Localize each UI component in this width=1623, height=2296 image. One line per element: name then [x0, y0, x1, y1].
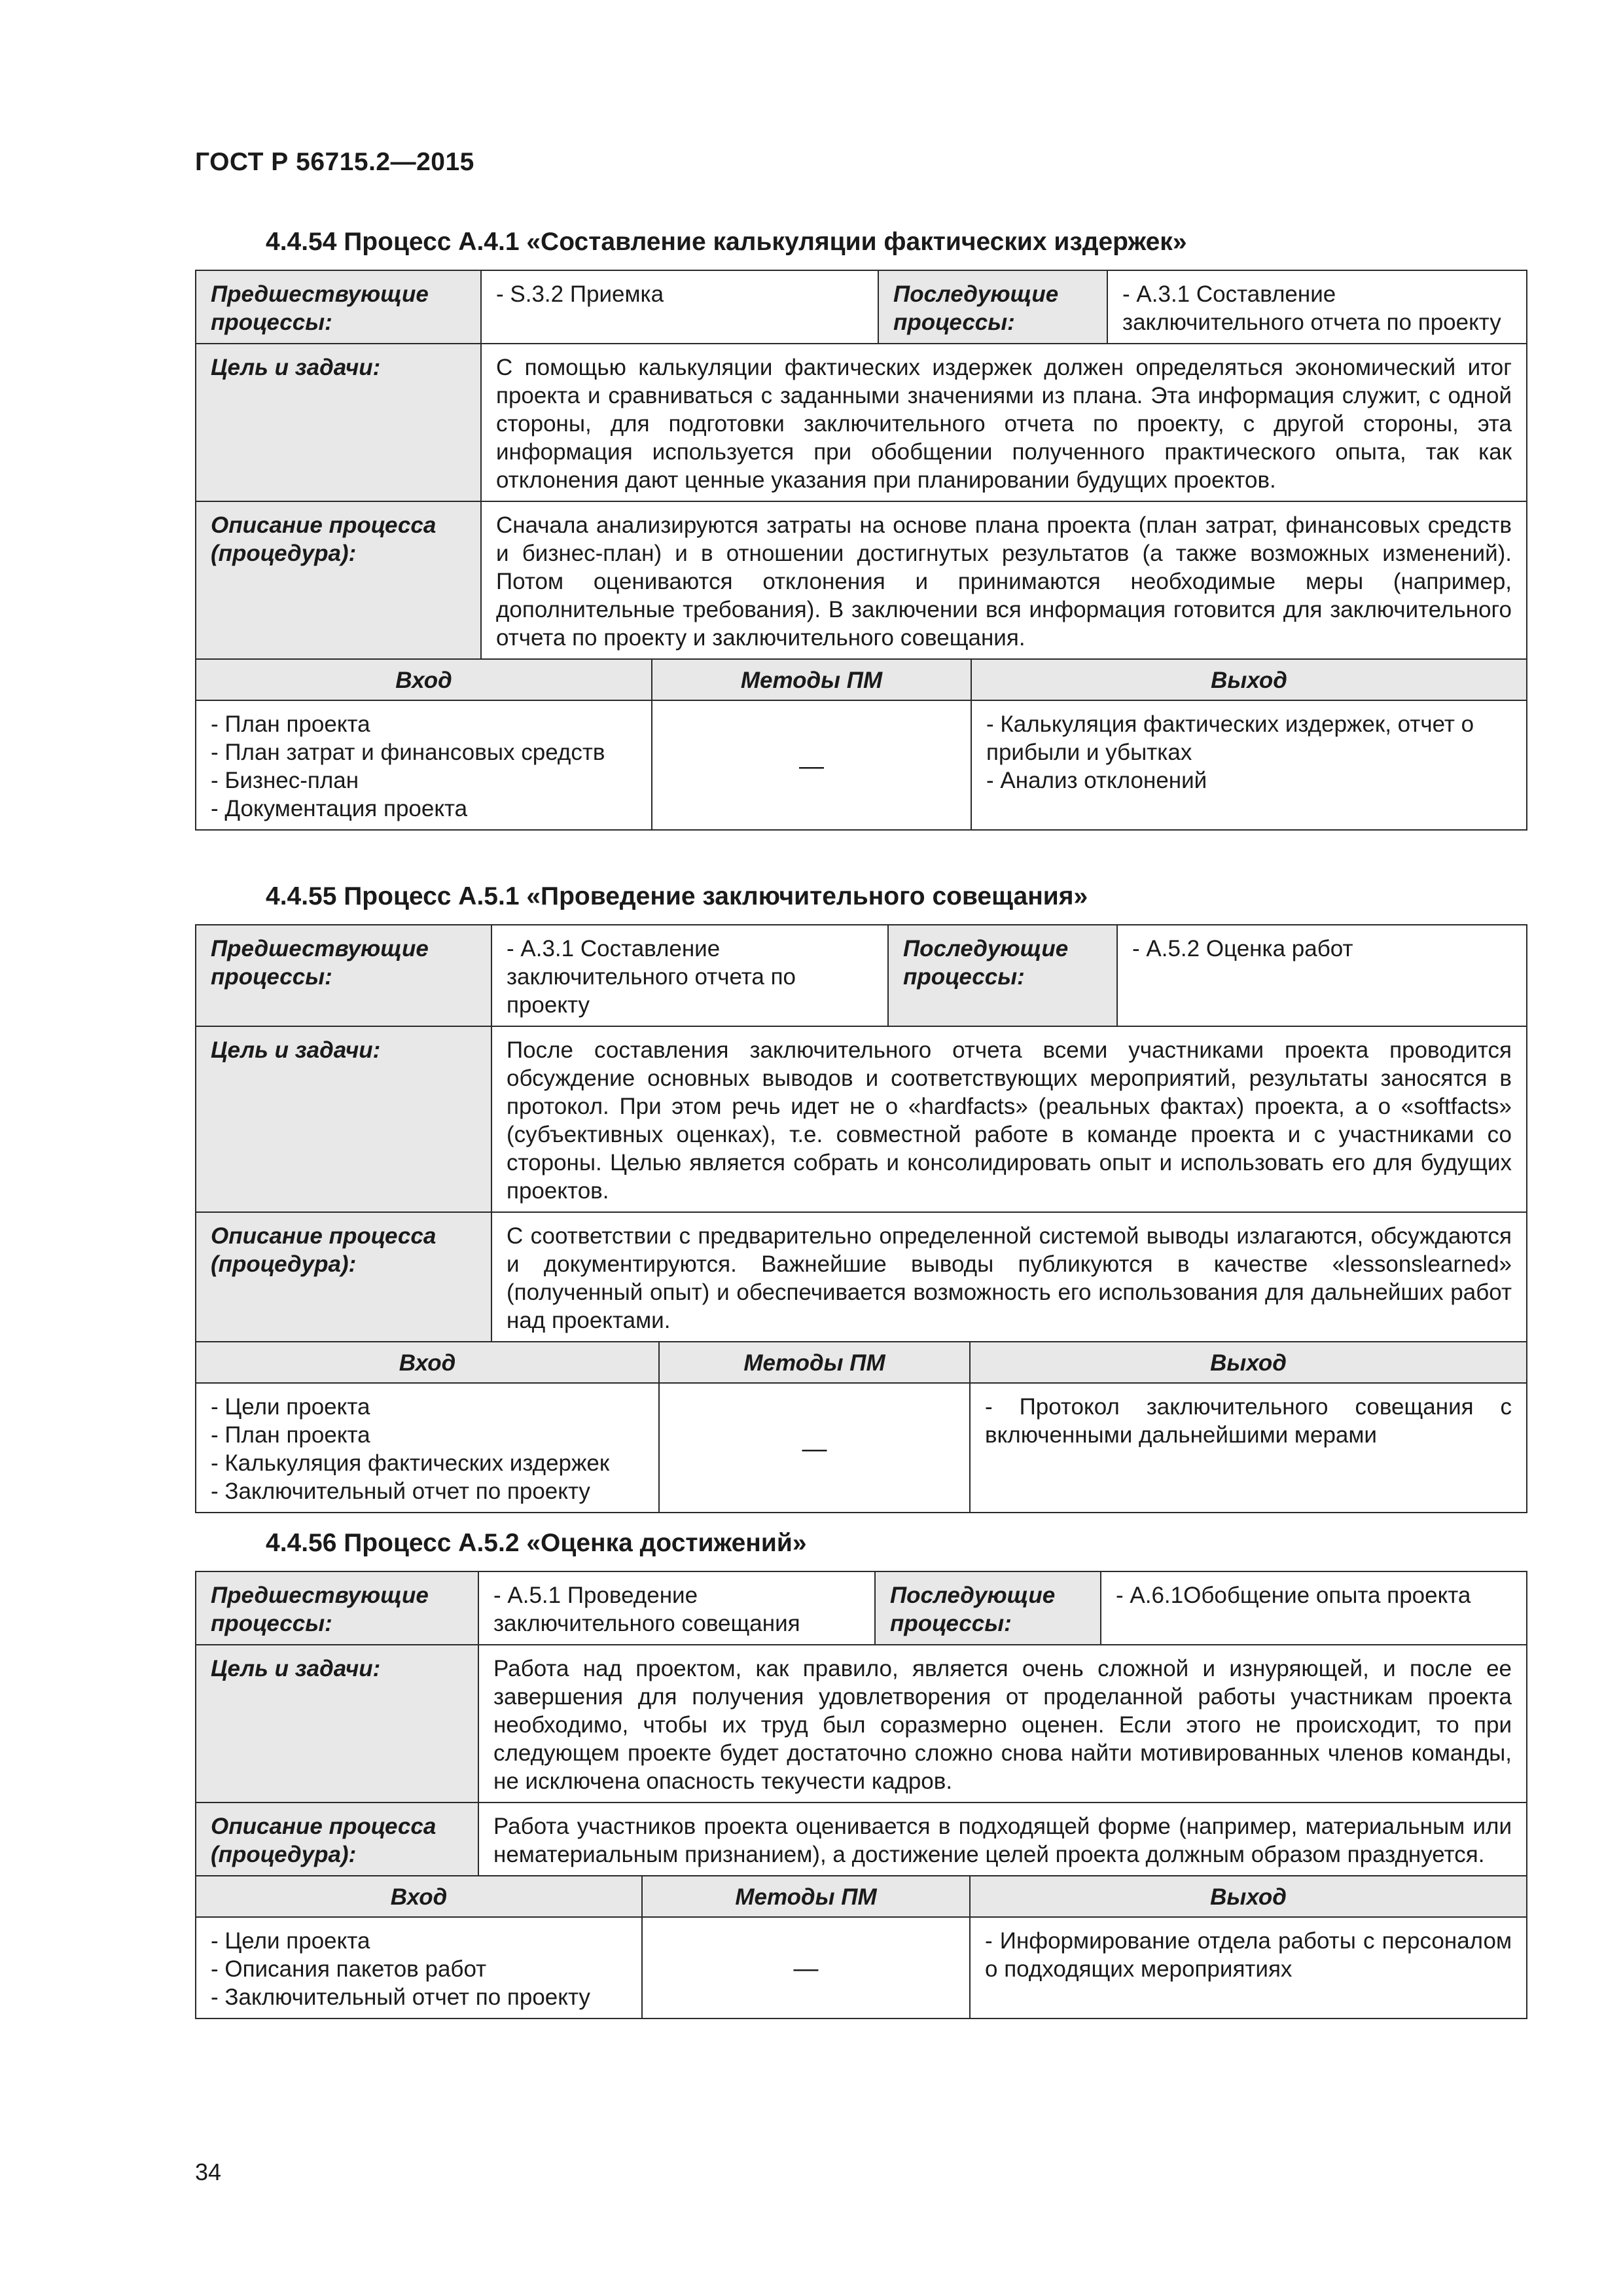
list-item: - Анализ отклонений [986, 768, 1207, 793]
section-title: 4.4.56 Процесс А.5.2 «Оценка достижений» [266, 1529, 807, 1557]
methods-header: Методы ПМ [642, 1876, 970, 1917]
section-title: 4.4.55 Процесс А.5.1 «Проведение заключительного совещания» [266, 882, 1088, 910]
list-item: - Калькуляция фактических издержек [211, 1450, 610, 1476]
table-row [196, 659, 1527, 700]
output-header: Выход [970, 1876, 1527, 1917]
predecessor-label: Предшествующие процессы: [196, 270, 481, 344]
list-item: - Калькуляция фактических издержек, отчет о прибыли и убытках [986, 711, 1474, 765]
list-item: - Документация проекта [211, 796, 468, 821]
predecessor-value: - А.3.1 Составление заключительного отчета по проекту [491, 925, 888, 1026]
page-number: 34 [195, 2159, 222, 2185]
section-title: 4.4.54 Процесс А.4.1 «Составление калькуляции фактических издержек» [266, 228, 1187, 256]
list-item: - Описания пакетов работ [211, 1956, 487, 1982]
list-item: - Цели проекта [211, 1394, 370, 1420]
description-label: Описание процесса (процедура): [196, 1212, 491, 1342]
table-row [196, 1212, 1527, 1342]
list-item: - Заключительный отчет по проекту [211, 1479, 590, 1504]
output-header: Выход [970, 1342, 1527, 1383]
output-list [971, 700, 1527, 830]
goal-label: Цель и задачи: [196, 344, 481, 501]
description-text: С соответствии с предварительно определенной системой выводы излагаются, обсуждаются и документируются. Важнейшие выводы публикуются в качестве «lessonslearned» (полученный опыт) и обеспечивается возможность его использования для дальнейших работ над проектами. [491, 1212, 1527, 1342]
input-list [196, 1917, 642, 2018]
output-list [970, 1383, 1527, 1513]
description-text: Работа участников проекта оценивается в подходящей форме (например, материальным или нематериальным признанием), а достижение целей проекта должным образом празднуется. [478, 1803, 1527, 1876]
list-item: - Заключительный отчет по проекту [211, 1984, 590, 2010]
methods-header: Методы ПМ [652, 659, 971, 700]
process-table [195, 270, 1527, 831]
table-row [196, 1571, 1527, 1645]
list-item: - Информирование отдела работы с персоналом о подходящих мероприятиях [985, 1928, 1512, 1982]
methods-value: — [652, 700, 971, 830]
description-label: Описание процесса (процедура): [196, 501, 481, 659]
input-list [196, 700, 652, 830]
list-item: - План проекта [211, 711, 370, 737]
successor-label: Последующие процессы: [875, 1571, 1101, 1645]
table-row [196, 1026, 1527, 1212]
table-row [196, 700, 1527, 830]
successor-value: - А.5.2 Оценка работ [1117, 925, 1527, 1026]
list-item: - Цели проекта [211, 1928, 370, 1954]
table-row [196, 925, 1527, 1026]
predecessor-label: Предшествующие процессы: [196, 925, 491, 1026]
predecessor-value: - А.5.1 Проведение заключительного совещания [478, 1571, 875, 1645]
process-table [195, 1571, 1527, 2019]
list-item: - План затрат и финансовых средств [211, 740, 605, 765]
list-item: - План проекта [211, 1422, 370, 1448]
methods-header: Методы ПМ [659, 1342, 970, 1383]
input-header: Вход [196, 1876, 642, 1917]
table-row [196, 1803, 1527, 1876]
input-list [196, 1383, 659, 1513]
table-row [196, 344, 1527, 501]
successor-value: - А.3.1 Составление заключительного отчета по проекту [1107, 270, 1527, 344]
table-row [196, 1342, 1527, 1383]
goal-label: Цель и задачи: [196, 1645, 478, 1803]
methods-value: — [659, 1383, 970, 1513]
goal-text: С помощью калькуляции фактических издержек должен определяться экономический итог проекта и сравниваться с заданными значениями из плана. Эта информация служит, с одной стороны, для подготовки заключительного отчета по проекту, с другой стороны, эта информация используется при обобщении полученного практического опыта, так как отклонения дают ценные указания при планировании будущих проектов. [481, 344, 1527, 501]
table-row [196, 1876, 1527, 1917]
methods-value: — [642, 1917, 970, 2018]
description-text: Сначала анализируются затраты на основе плана проекта (план затрат, финансовых средств и бизнес-план) и в отношении достигнутых результатов (а также возможных изменений). Потом оцениваются отклонения и принимаются необходимые меры (например, дополнительные требования). В заключении вся информация готовится для заключительного отчета по проекту и заключительного совещания. [481, 501, 1527, 659]
output-header: Выход [971, 659, 1527, 700]
table-row [196, 270, 1527, 344]
successor-label: Последующие процессы: [878, 270, 1107, 344]
table-row [196, 1383, 1527, 1513]
output-list [970, 1917, 1527, 2018]
list-item: - Бизнес-план [211, 768, 359, 793]
goal-label: Цель и задачи: [196, 1026, 491, 1212]
successor-label: Последующие процессы: [888, 925, 1117, 1026]
process-table [195, 924, 1527, 1513]
document-header: ГОСТ Р 56715.2—2015 [195, 148, 474, 176]
predecessor-value: - S.3.2 Приемка [481, 270, 878, 344]
input-header: Вход [196, 659, 652, 700]
predecessor-label: Предшествующие процессы: [196, 1571, 478, 1645]
input-header: Вход [196, 1342, 659, 1383]
table-row [196, 1645, 1527, 1803]
list-item: - Протокол заключительного совещания с включенными дальнейшими мерами [985, 1394, 1512, 1448]
goal-text: Работа над проектом, как правило, является очень сложной и изнуряющей, и после ее завершения для получения удовлетворения от проделанной работы участникам проекта необходимо, чтобы их труд был соразмерно оценен. Если этого не происходит, то при следующем проекте будет достаточно сложно снова найти мотивированных членов команды, не исключена опасность текучести кадров. [478, 1645, 1527, 1803]
table-row [196, 1917, 1527, 2018]
successor-value: - А.6.1Обобщение опыта проекта [1101, 1571, 1527, 1645]
description-label: Описание процесса (процедура): [196, 1803, 478, 1876]
table-row [196, 501, 1527, 659]
goal-text: После составления заключительного отчета всеми участниками проекта проводится обсуждение основных выводов и соответствующих мероприятий, результаты заносятся в протокол. При этом речь идет не о «hardfacts» (реальных фактах) проекта, а о «softfacts» (субъективных оценках), т.е. совместной работе в команде проекта и с участниками со стороны. Целью является собрать и консолидировать опыт и использовать его для будущих проектов. [491, 1026, 1527, 1212]
